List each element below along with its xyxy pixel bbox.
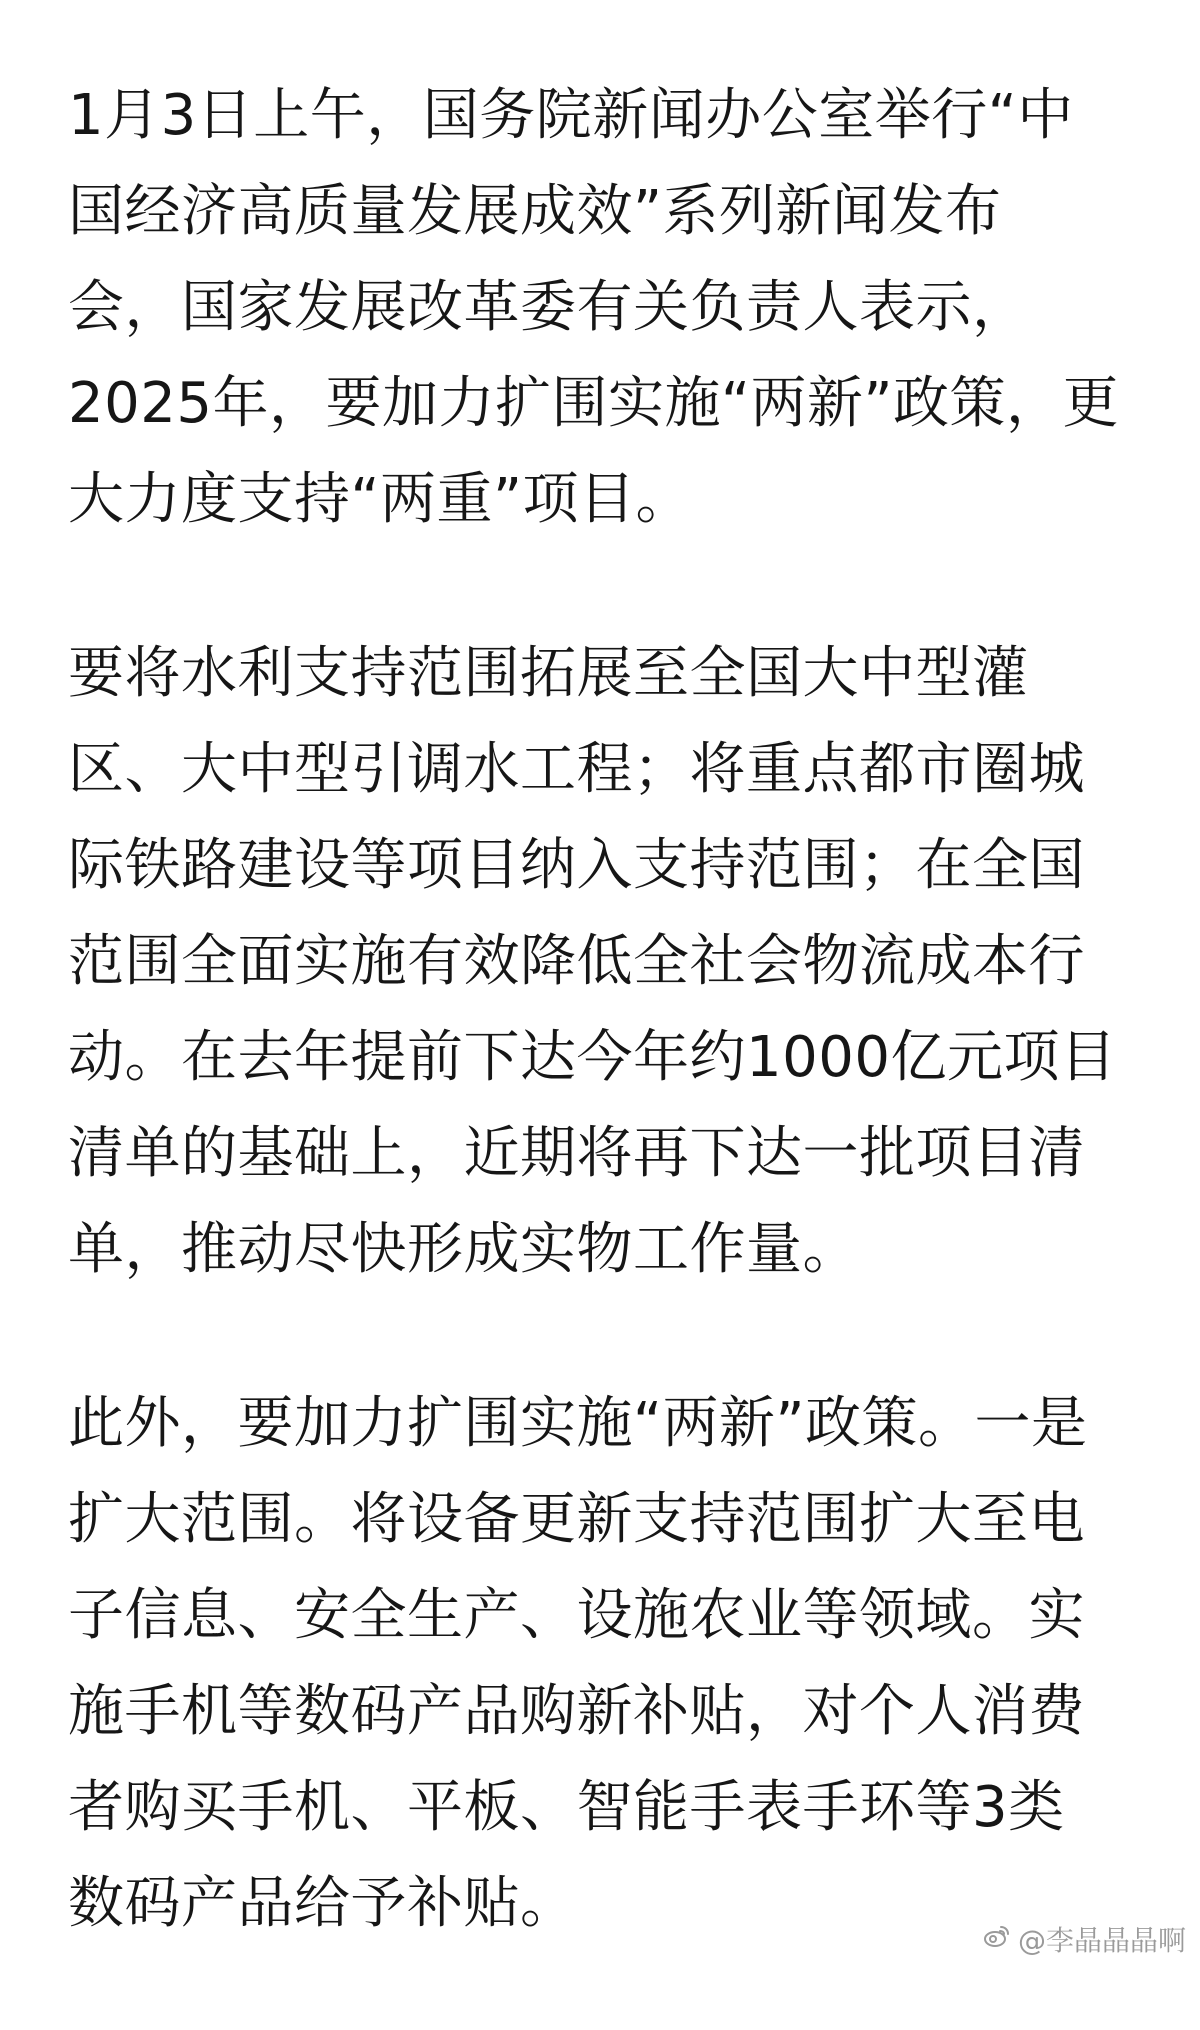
paragraph-line: 此外，要加力扩围实施“两新”政策。一是 bbox=[68, 1391, 1088, 1456]
paragraph-1 bbox=[68, 68, 1148, 548]
watermark-text: @李晶晶晶啊 bbox=[1017, 1924, 1186, 1957]
article-body bbox=[68, 68, 1148, 2030]
watermark bbox=[982, 1919, 1186, 1959]
paragraph-line: 数码产品给予补贴。 bbox=[68, 1871, 577, 1936]
paragraph-line: 动。在去年提前下达今年约1000亿元项目 bbox=[68, 1025, 1117, 1090]
paragraph-line: 会，国家发展改革委有关负责人表示， bbox=[68, 275, 1029, 340]
paragraph-line: 国经济高质量发展成效”系列新闻发布 bbox=[68, 179, 1002, 244]
paragraph-line: 扩大范围。将设备更新支持范围扩大至电 bbox=[68, 1487, 1085, 1552]
paragraph-2 bbox=[68, 626, 1148, 1298]
paragraph-line: 单，推动尽快形成实物工作量。 bbox=[68, 1217, 859, 1282]
paragraph-line: 区、大中型引调水工程；将重点都市圈城 bbox=[68, 737, 1085, 802]
weibo-icon bbox=[982, 1921, 1012, 1958]
paragraph-3 bbox=[68, 1376, 1148, 1952]
paragraph-line: 施手机等数码产品购新补贴，对个人消费 bbox=[68, 1679, 1085, 1744]
paragraph-line: 1月3日上午，国务院新闻办公室举行“中 bbox=[68, 83, 1074, 148]
paragraph-line: 者购买手机、平板、智能手表手环等3类 bbox=[68, 1775, 1065, 1840]
paragraph-line: 清单的基础上，近期将再下达一批项目清 bbox=[68, 1121, 1085, 1186]
paragraph-line: 2025年，要加力扩围实施“两新”政策，更 bbox=[68, 371, 1120, 436]
paragraph-line: 子信息、安全生产、设施农业等领域。实 bbox=[68, 1583, 1085, 1648]
paragraph-line: 要将水利支持范围拓展至全国大中型灌 bbox=[68, 641, 1029, 706]
paragraph-line: 大力度支持“两重”项目。 bbox=[68, 467, 693, 532]
paragraph-line: 际铁路建设等项目纳入支持范围；在全国 bbox=[68, 833, 1085, 898]
paragraph-line: 范围全面实施有效降低全社会物流成本行 bbox=[68, 929, 1085, 994]
